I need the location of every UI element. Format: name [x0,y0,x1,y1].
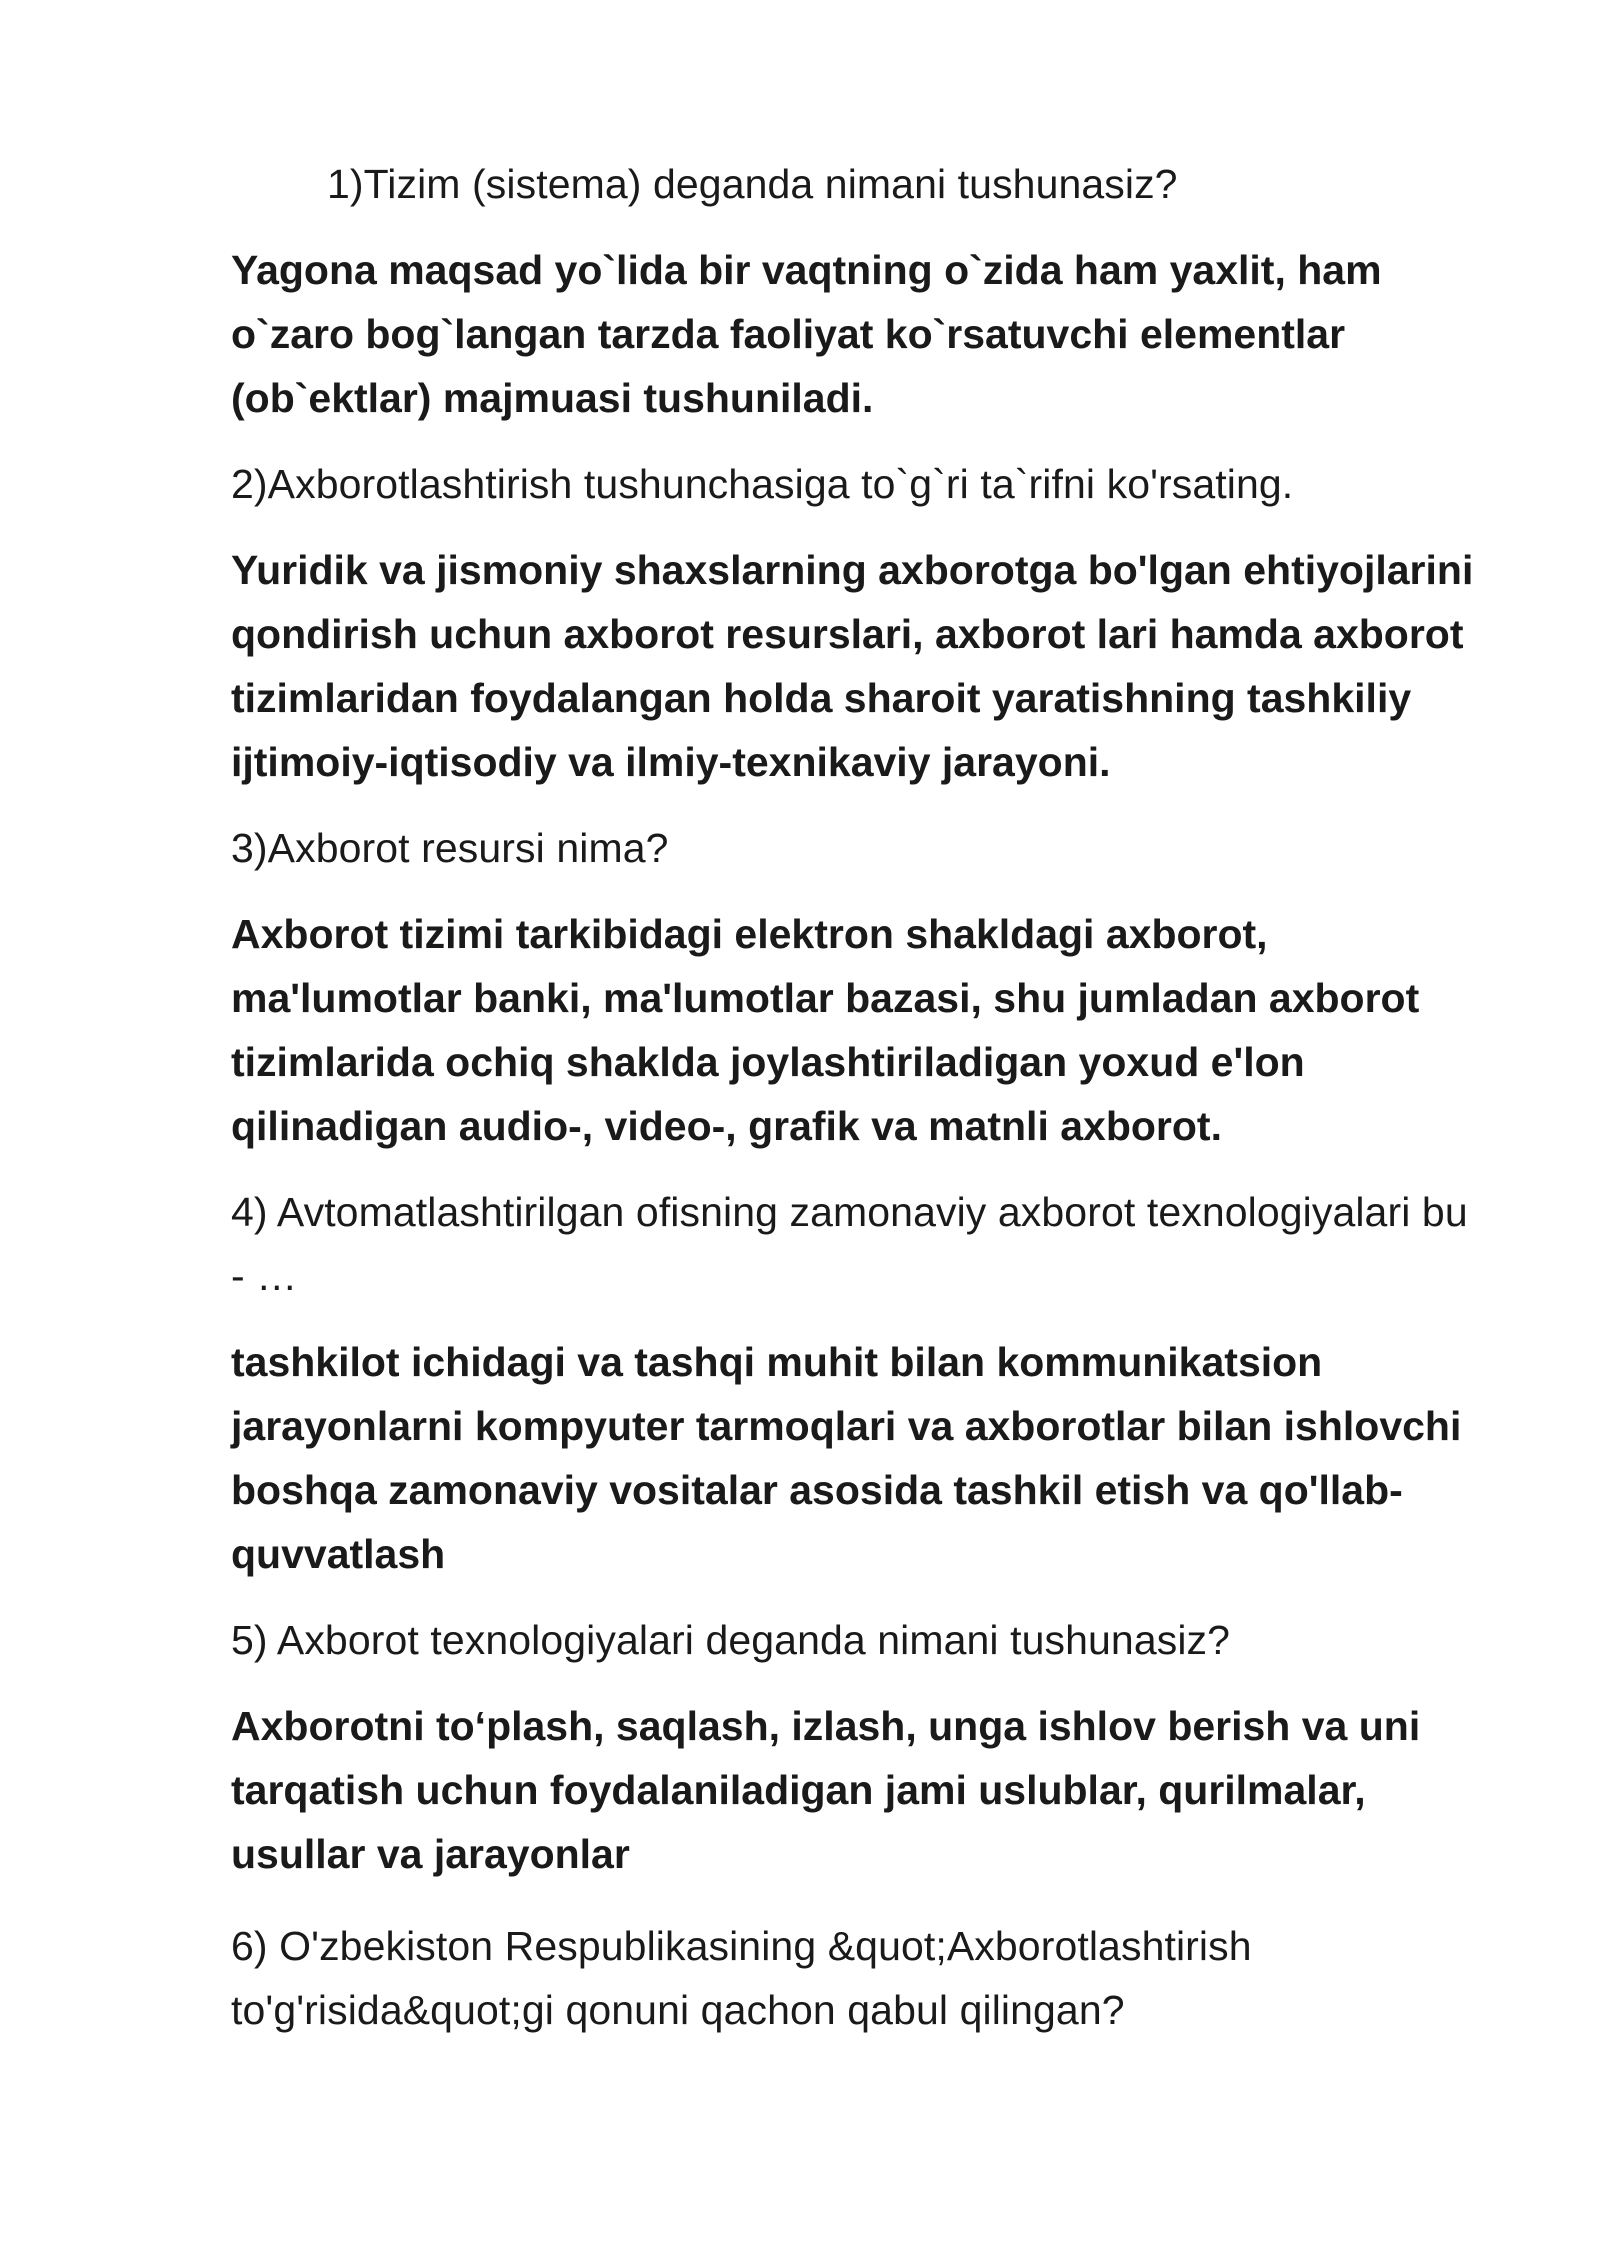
answer-2: Yuridik va jismoniy shaxslarning axborotga bo'lgan ehtiyojlarini qondirish uchun axborot resurslari, axborot lari hamda axborot tizimlaridan foydalangan holda sharoit yaratishning tashkiliy ijtimoiy-iqtisodiy va ilmiy-texnikaviy jarayoni. [231,547,1474,785]
question-3: 3)Axborot resursi nima? [231,825,669,871]
answer-1: Yagona maqsad yo`lida bir vaqtning o`zida ham yaxlit, ham o`zaro bog`langan tarzda faoliyat ko`rsatuvchi elementlar (ob`ektlar) majmuasi tushuniladi. [231,247,1382,421]
question-4: 4) Avtomatlashtirilgan ofisning zamonaviy axborot texnologiyalari bu - … [231,1189,1468,1299]
question-2: 2)Axborotlashtirish tushunchasiga to`g`ri ta`rifni ko'rsating. [231,461,1294,507]
answer-5: Axborotni to‘plash, saqlash, izlash, unga ishlov berish va uni tarqatish uchun foydalaniladigan jami uslublar, qurilmalar, usullar va jarayonlar [231,1703,1421,1877]
question-6: 6) O'zbekiston Respublikasining &quot;Axborotlashtirish to'g'risida&quot;gi qonuni qachon qabul qilingan? [231,1923,1252,2033]
document-body [231,152,1491,2064]
question-1: 1)Tizim (sistema) deganda nimani tushunasiz? [327,161,1178,207]
question-5: 5) Axborot texnologiyalari deganda nimani tushunasiz? [231,1617,1231,1663]
answer-4: tashkilot ichidagi va tashqi muhit bilan kommunikatsion jarayonlarni kompyuter tarmoqlari va axborotlar bilan ishlovchi boshqa zamonaviy vositalar asosida tashkil etish va qo'llab-quvvatlash [231,1339,1462,1577]
answer-3: Axborot tizimi tarkibidagi elektron shakldagi axborot, ma'lumotlar banki, ma'lumotlar bazasi, shu jumladan axborot tizimlarida ochiq shaklda joylashtiriladigan yoxud e'lon qilinadigan audio-, video-, grafik va matnli axborot. [231,911,1420,1149]
